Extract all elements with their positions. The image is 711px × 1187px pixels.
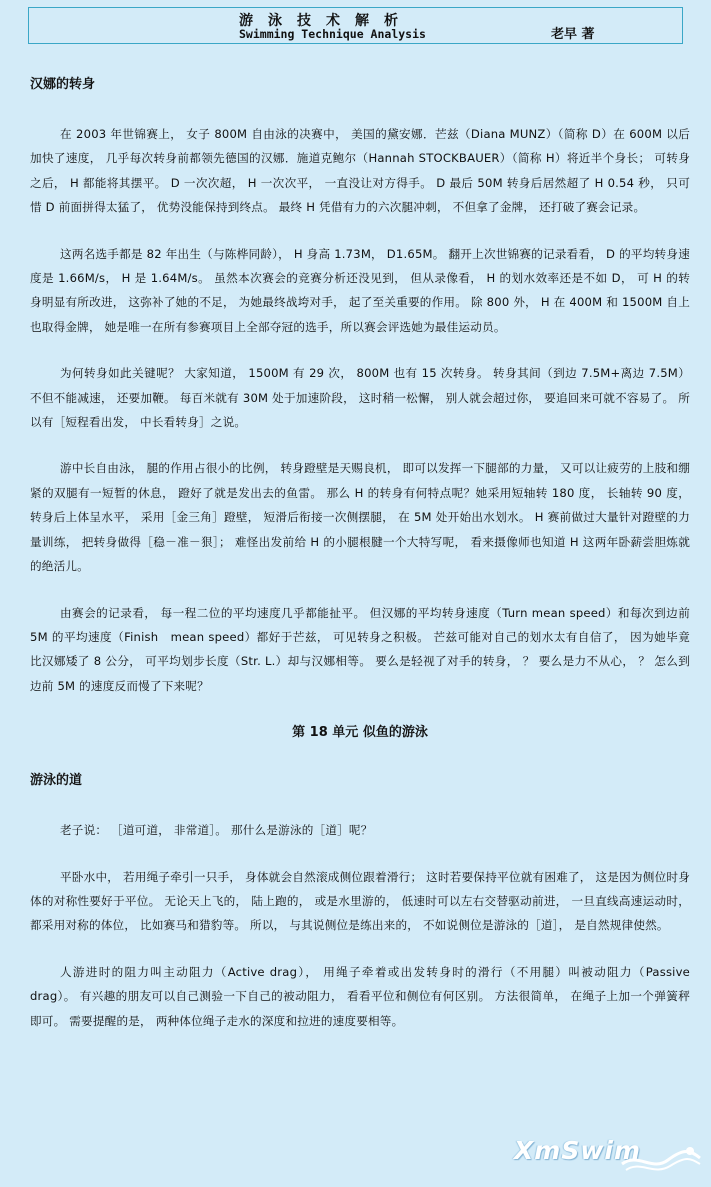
section-title-way-of-swimming: 游泳的道 (30, 773, 83, 789)
paragraph: 人游进时的阻力叫主动阻力（Active drag）， 用绳子牵着或出发转身时的滑行（不用腿）叫被动阻力（Passive drag）。 有兴趣的朋友可以自己测验一下自己的被动阻力， 看看平位和侧位有何区别。 方法很简单， 在绳子上加一个弹簧秤即可。 需要提醒的是， 两种体位绳子走水的深度和拉进的速度要相等。 (30, 964, 690, 1028)
unit-title: 第 18 单元 似鱼的游泳 (292, 725, 428, 741)
paragraph: 这两名选手都是 82 年出生（与陈桦同龄）， H 身高 1.73M， D1.65M。 翻开上次世锦赛的记录看看， D 的平均转身速度是 1.66M/s， H 是 1.64M/s。 虽然本次赛会的竞赛分析还没见到， 但从录像看， H 的划水效率还是不如 D， 可 H 的转身明显有所改进， 这弥补了她的不足， 为她最终战垮对手， 起了至关重要的作用。 除 800 外， H 在 400M 和 1500M 自上也取得金牌， 她是唯一在所有参赛项目上全部夺冠的选手，所以赛会评选她为最佳运动员。 (30, 246, 690, 334)
section-title-hanna-turn: 汉娜的转身 (30, 77, 96, 92)
header-author: 老早 著 (551, 27, 595, 42)
logo-text: XmSwim (514, 1136, 642, 1165)
header-title: 游泳技术解析 (239, 13, 413, 29)
header-box (28, 7, 683, 44)
wave-icon (620, 1144, 702, 1174)
paragraph: 为何转身如此关键呢？ 大家知道， 1500M 有 29 次， 800M 也有 15 次转身。 转身其间（到边 7.5M+离边 7.5M）不但不能减速， 还要加鞭。 每百米就有 30M 处于加速阶段， 这时稍一松懈， 别人就会超过你， 要追回来可就不容易了。 所以有［短程看出发， 中长看转身］之说。 (30, 366, 690, 430)
paragraph: 老子说： ［道可道， 非常道］。 那什么是游泳的［道］呢？ (60, 823, 373, 838)
paragraph: 在 2003 年世锦赛上， 女子 800M 自由泳的决赛中， 美国的黛安娜．芒兹（Diana MUNZ）（简称 D）在 600M 以后加快了速度， 几乎每次转身前都领先德国的汉娜．施道克鲍尔（Hannah STOCKBAUER）（简称 H）将近半个身长； 可转身之后， H 都能将其摆平。 D 一次次超， H 一次次平， 一直没让对方得手。 D 最后 50M 转身后居然超了 H 0.54 秒， 只可惜 D 前面拼得太猛了， 优势没能保持到终点。 最终 H 凭借有力的六次腿冲刺， 不但拿了金牌， 还打破了赛会记录。 (30, 127, 690, 215)
xmswim-logo (512, 1136, 702, 1176)
paragraph: 由赛会的记录看， 每一程二位的平均速度几乎都能扯平。 但汉娜的平均转身速度（Turn mean speed）和每次到边前 5M 的平均速度（Finish mean speed）都好于芒兹， 可见转身之积极。 芒兹可能对自己的划水太有自信了， 因为她毕竟比汉娜矮了 8 公分， 可平均划步长度（Str. L.）却与汉娜相等。 要么是轻视了对手的转身， ？ 要么是力不从心， ？ 怎么到边前 5M 的速度反而慢了下来呢？ (30, 605, 690, 693)
header-subtitle: Swimming Technique Analysis (239, 27, 426, 41)
paragraph: 平卧水中， 若用绳子牵引一只手， 身体就会自然滚成侧位跟着滑行； 这时若要保持平位就有困难了， 这是因为侧位时身体的对称性要好于平位。 无论天上飞的， 陆上跑的， 或是水里游的， 低速时可以左右交替驱动前进， 一旦直线高速运动时， 都采用对称的体位， 比如赛马和猎豹等。 所以， 与其说侧位是练出来的， 不如说侧位是游泳的［道］， 是自然规律使然。 (30, 869, 690, 933)
paragraph: 游中长自由泳， 腿的作用占很小的比例， 转身蹬壁是天赐良机， 即可以发挥一下腿部的力量， 又可以让疲劳的上肢和绷紧的双腿有一短暂的休息， 蹬好了就是发出去的鱼雷。 那么 H 的转身有何特点呢？她采用短轴转 180 度， 长轴转 90 度， 转身后上体呈水平， 采用［金三角］蹬壁， 短滑后衔接一次侧摆腿， 在 5M 处开始出水划水。 H 赛前做过大量针对蹬壁的力量训练， 把转身做得［稳－准－狠］； 难怪出发前给 H 的小腿根腱一个大特写呢， 看来摄像师也知道 H 这两年卧薪尝胆炼就的绝活儿。 (30, 461, 690, 574)
article-body (30, 72, 690, 1033)
